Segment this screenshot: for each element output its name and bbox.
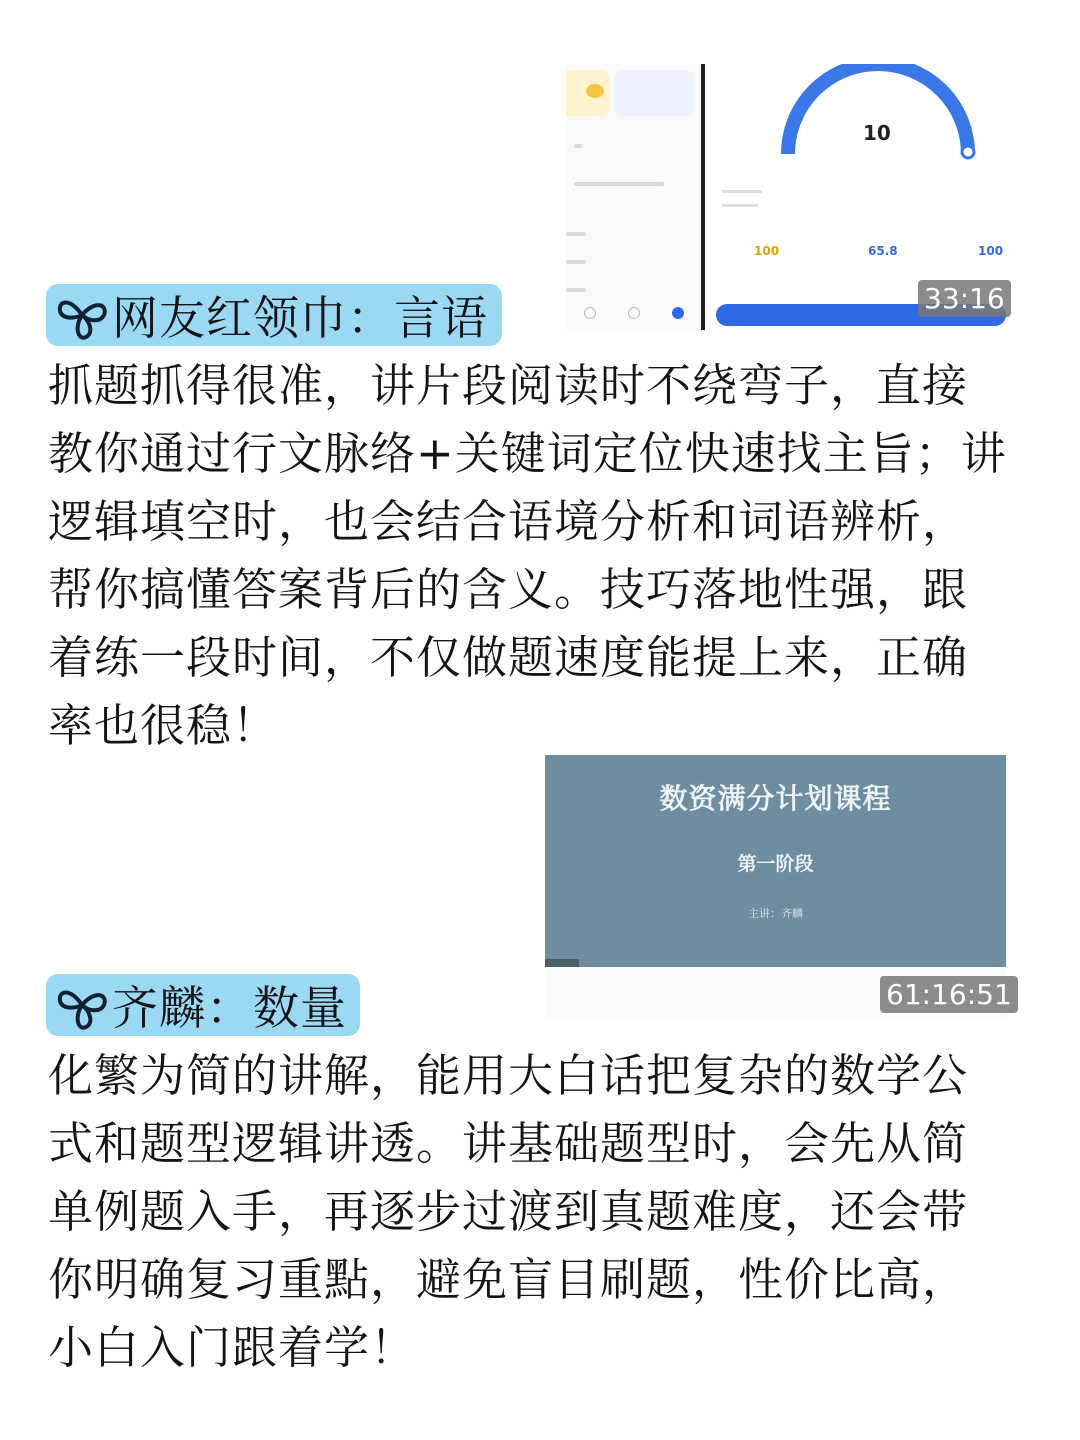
section-header-quant [46,974,360,1036]
thumbnail-line [574,182,664,186]
section-header-verbal [46,284,502,346]
text-line: 式和题型逻辑讲透。讲基础题型时，会先从简 [48,1117,969,1170]
thumbnail-line [566,232,586,236]
thumbnail-card [566,70,610,116]
thumbnail-line [566,288,586,292]
text-line: 逻辑填空时，也会结合语境分析和词语辨析， [48,495,969,548]
score-gauge [778,64,978,164]
thumbnail-card [614,70,694,116]
slide-title: 数资满分计划课程 [659,782,892,815]
text-line: 单例题入手，再逐步过渡到真题难度，还会带 [48,1185,969,1238]
propeller-icon [52,977,112,1033]
text-line: 你明确复习重點，避免盲目刷题，性价比高， [48,1253,969,1306]
text-line: 帮你搞懂答案背后的含义。技巧落地性强，跟 [48,563,969,616]
thumbnail-line [566,260,586,264]
text-line: 小白入门跟着学！ [48,1321,417,1374]
thumbnail-stat: 65.8 [868,244,898,258]
nav-icon [672,307,684,319]
text-line: 抓题抓得很准，讲片段阅读时不绕弯子，直接 [48,359,969,412]
slide-speaker: 主讲：齐麟 [748,907,803,920]
split-divider [701,64,705,330]
nav-icon [628,307,640,319]
section-header-label: 齐麟：数量 [112,981,347,1035]
text-line: 教你通过行文脉络+关键词定位快速找主旨；讲 [48,427,1007,480]
video-timestamp: 61:16:51 [880,976,1018,1013]
thumbnail-stat: 100 [978,244,1004,258]
propeller-icon [52,287,112,343]
text-line: 化繁为简的讲解，能用大白话把复杂的数学公 [48,1049,969,1102]
text-line: 率也很稳！ [48,699,279,752]
thumbnail-stat: 100 [754,244,780,258]
slide-corner-bar [545,959,579,967]
smile-icon [586,84,604,98]
slide-subtitle: 第一阶段 [737,853,814,875]
video-timestamp: 33:16 [918,280,1011,317]
nav-icon [584,307,596,319]
text-line: 着练一段时间，不仅做题速度能提上来，正确 [48,631,969,684]
thumbnail-left-panel [566,64,700,330]
review-paragraph-verbal [48,352,1048,760]
thumbnail-score: 10 [863,121,891,145]
thumbnail-line [574,144,582,148]
review-paragraph-quant [48,1042,1048,1382]
thumbnail-line [722,204,758,207]
course-slide-thumbnail [545,755,1006,967]
thumbnail-line [722,190,762,193]
section-header-label: 网友红领巾：言语 [112,291,488,345]
